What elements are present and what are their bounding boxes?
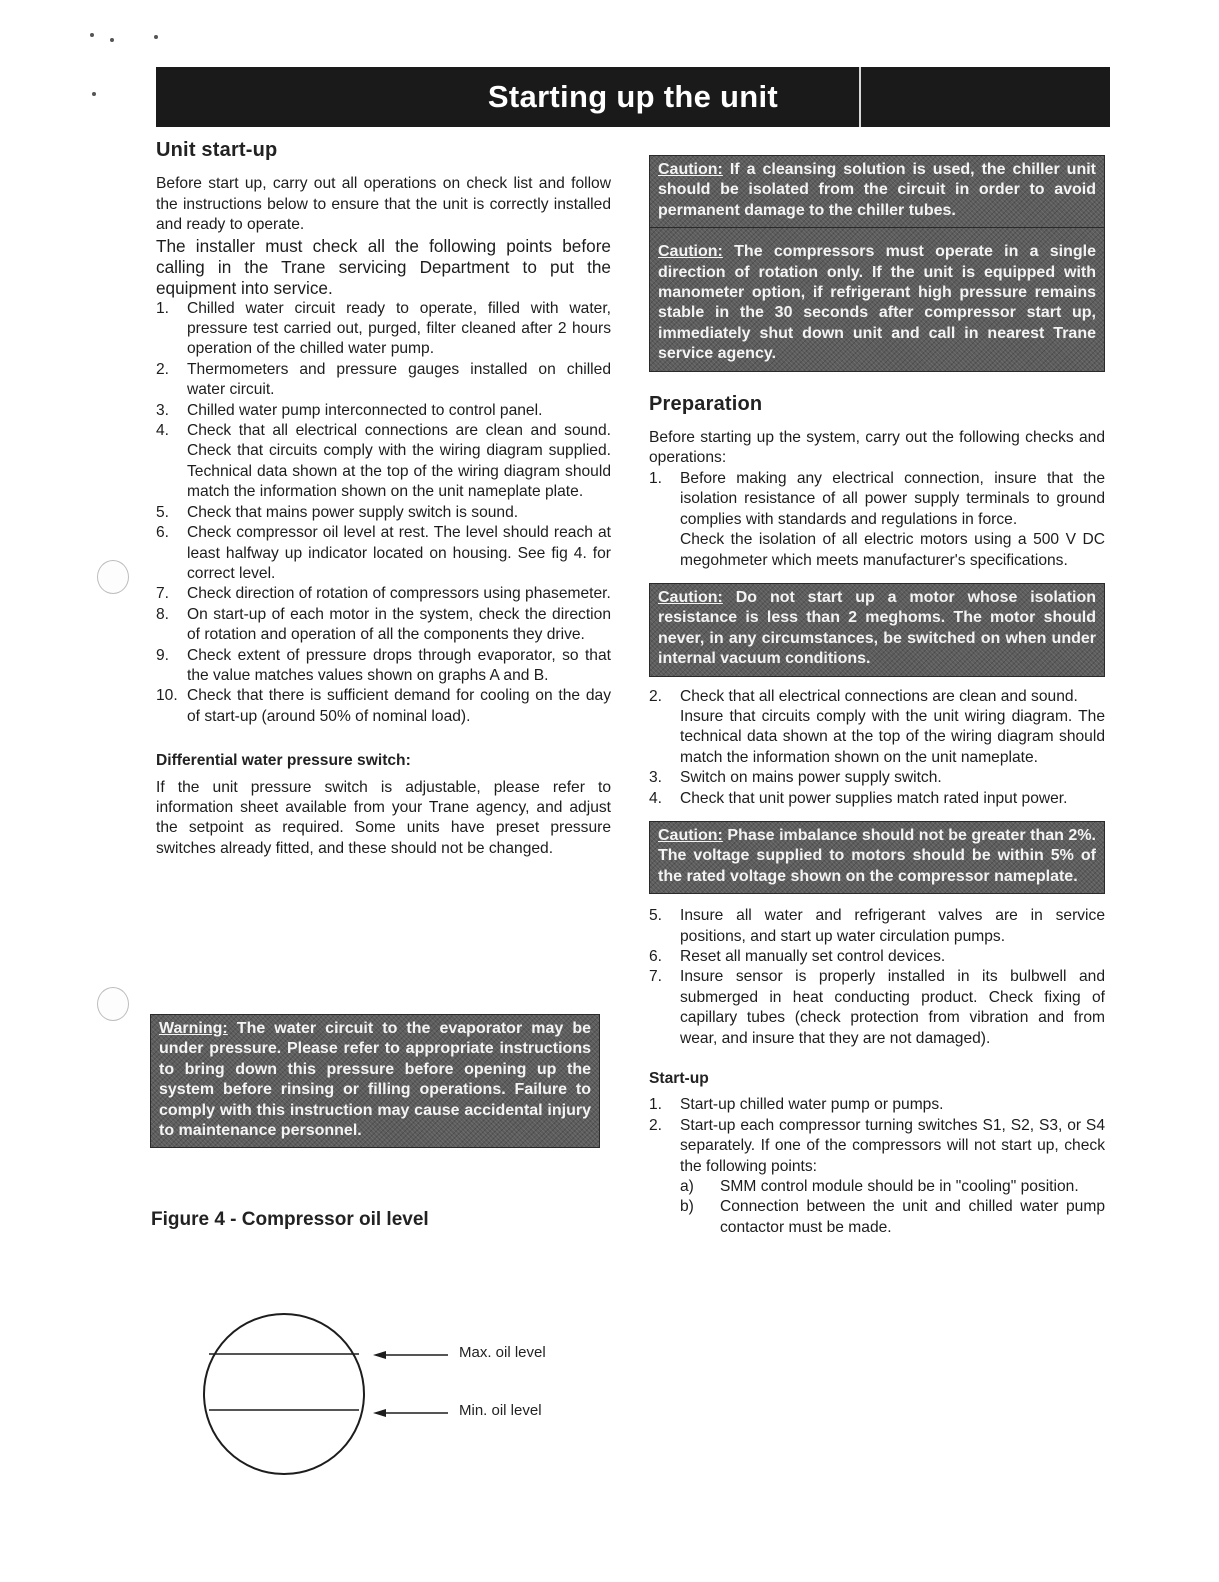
figure-title: Figure 4 - Compressor oil level — [151, 1209, 429, 1230]
list-item: 4. Check that unit power supplies match rated input power. — [649, 789, 1068, 807]
preparation-list-3 — [649, 906, 1105, 1049]
startup-list — [649, 1095, 1105, 1238]
unit-startup-heading: Unit start-up — [156, 139, 278, 161]
min-arrow-head — [373, 1409, 386, 1417]
preparation-list-1 — [649, 469, 1105, 571]
list-item: 3. Chilled water pump interconnected to control panel. — [156, 401, 543, 419]
max-arrow-head — [373, 1351, 386, 1359]
list-item: 4. Check that all electrical connections are clean and sound. Check that circuits comply with the wiring diagram supplied. Technical data shown at the top of the wiring diagram should match the information shown on the unit nameplate plate. — [156, 422, 611, 501]
unit-startup-intro2: The installer must check all the following points before calling in the Trane servicing Department to put the equipment into service. — [156, 235, 611, 298]
list-item: 10. Check that there is sufficient demand for cooling on the day of start-up (around 50% of nominal load). — [156, 687, 611, 725]
list-item: 9. Check extent of pressure drops through evaporator, so that the value matches values shown on graphs A and B. — [156, 646, 611, 684]
min-oil-label: Min. oil level — [459, 1402, 542, 1419]
scan-speck — [90, 33, 94, 37]
scan-speck — [110, 38, 114, 42]
caution-box-rotation: Caution: The compressors must operate in a single direction of rotation only. If the unit is equipped with manometer option, if refrigerant high pressure remains stable in the 30 seconds after compressor start up, immediately shut down unit and call in nearest Trane service agency. — [649, 228, 1105, 371]
warning-box — [150, 1014, 600, 1148]
list-item: 8. On start-up of each motor in the system, check the direction of rotation and operation of all the components they drive. — [156, 605, 611, 644]
list-item: 1. Before making any electrical connection, insure that the isolation resistance of all power supply terminals to ground complies with standards and regulations in force. Check the isolation of all electric motors using a 500 V DC megohmeter which meets manufacturer's specifications. — [649, 469, 1105, 569]
punch-hole — [97, 560, 129, 594]
list-item: 5. Check that mains power supply switch is sound. — [156, 503, 519, 521]
preparation-intro: Before starting up the system, carry out the following checks and operations: — [649, 429, 1105, 467]
page-title: Starting up the unit — [487, 79, 779, 114]
header-bar — [156, 67, 1110, 127]
list-item: 2. Start-up each compressor turning switches S1, S2, S3, or S4 separately. If one of the compressors will not start up, check the following points: a) SMM control module should be in "cooling" position. b) Connection between the unit and chilled water pump contactor must be made. — [649, 1116, 1105, 1238]
startup-checklist — [156, 299, 611, 728]
warning-label: Warning: — [159, 1020, 228, 1037]
list-item: 7. Insure sensor is properly installed in its bulbwell and submerged in heat conducting product. Check fixing of capillary tubes (check protection from vibration and from wear, and insure that they are not damaged). — [649, 968, 1105, 1047]
diff-switch-text: If the unit pressure switch is adjustable, please refer to information sheet available from your Trane agency, and adjust the setpoint as required. Some units have preset pressure switches already fitted, and these should not be changed. — [156, 778, 611, 857]
max-oil-label: Max. oil level — [459, 1344, 546, 1361]
startup-sublist — [649, 1177, 1105, 1238]
list-item: 5. Insure all water and refrigerant valves are in service positions, and start up water circulation pumps. — [649, 907, 1105, 945]
list-item: 1. Chilled water circuit ready to operate, filled with water, pressure test carried out, purged, filter cleaned after 2 hours operation of the chilled water pump. — [156, 299, 611, 358]
right-column — [649, 155, 1105, 1238]
header-divider — [859, 67, 861, 127]
list-item: b) Connection between the unit and chilled water pump contactor must be made. — [680, 1198, 1105, 1236]
list-item: 7. Check direction of rotation of compressors using phasemeter. — [156, 585, 611, 603]
list-item: 1. Start-up chilled water pump or pumps. — [649, 1096, 944, 1114]
punch-hole — [97, 987, 129, 1021]
oil-level-diagram — [190, 1300, 480, 1500]
list-item: a) SMM control module should be in "cooling" position. — [680, 1178, 1079, 1196]
caution-box-isolation: Caution: Do not start up a motor whose isolation resistance is less than 2 meghoms. The motor should never, in any circumstances, be switched on when under internal vacuum conditions. — [649, 583, 1105, 677]
preparation-heading: Preparation — [649, 392, 763, 415]
diff-switch-heading: Differential water pressure switch: — [156, 752, 411, 770]
caution-box-cleansing: Caution: If a cleansing solution is used, the chiller unit should be isolated from the circuit in order to avoid permanent damage to the chiller tubes. — [649, 155, 1105, 228]
oil-sight-glass — [204, 1314, 364, 1474]
list-item: 6. Check compressor oil level at rest. The level should reach at least halfway up indicator located on housing. See fig 4. for correct level. — [156, 524, 611, 582]
list-item: 2. Thermometers and pressure gauges installed on chilled water circuit. — [156, 360, 611, 399]
scan-speck — [92, 92, 96, 96]
startup-heading: Start-up — [649, 1070, 709, 1088]
scan-speck — [154, 35, 158, 39]
unit-startup-intro: Before start up, carry out all operations on check list and follow the instructions below to ensure that the unit is correctly installed and ready to operate. — [156, 175, 611, 234]
caution-box-phase: Caution: Phase imbalance should not be greater than 2%. The voltage supplied to motors should be within 5% of the rated voltage shown on the compressor nameplate. — [649, 821, 1105, 894]
preparation-list-2 — [649, 687, 1105, 809]
list-item: 3. Switch on mains power supply switch. — [649, 769, 942, 787]
left-column — [156, 140, 611, 859]
caution-group-top — [649, 155, 1105, 372]
list-item: 6. Reset all manually set control devices. — [649, 948, 946, 965]
list-item: 2. Check that all electrical connections are clean and sound. Insure that circuits comply with the unit wiring diagram. The technical data shown at the top of the wiring diagram should match the information shown on the unit nameplate. — [649, 687, 1105, 766]
warning-text: The water circuit to the evaporator may be under pressure. Please refer to appropriate instructions to bring down this pressure before opening up the system before rinsing or filling operations. Failure to comply with this instruction may cause accidental injury to maintenance personnel. — [159, 1020, 591, 1140]
